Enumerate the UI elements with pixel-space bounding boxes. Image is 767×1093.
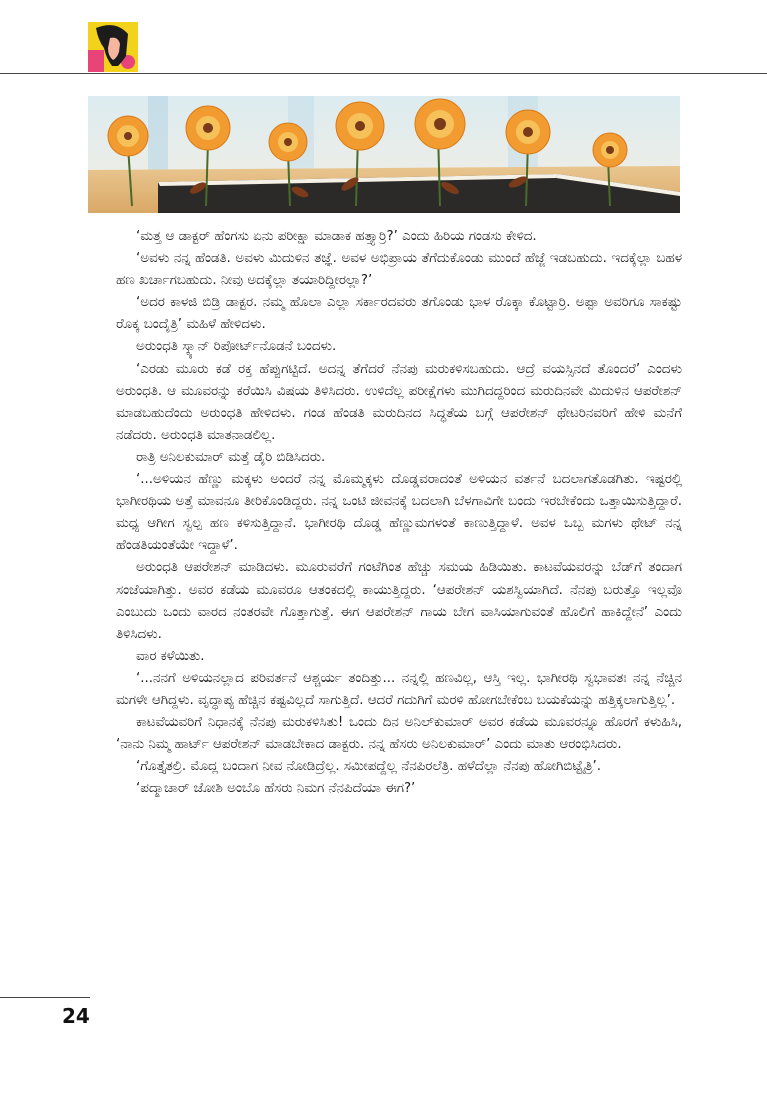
paragraph: ‘...ಅಳಿಯನ ಹೆಣ್ಣು ಮಕ್ಕಳು ಅಂದರೆ ನನ್ನ ಮೊಮ್ಮಕ್ಕಳು ದೊಡ್ಡವರಾದಂತೆ ಅಳಿಯನ ವರ್ತನೆ ಬದಲಾಗತೊಡಗಿತು. ಇಷ್ಟರಲ್ಲಿ ಭಾಗೀರಥಿಯ ಅತ್ತೆ ಮಾವನೂ ತೀರಿಕೊಂಡಿದ್ದರು. ನನ್ನ ಒಂಟಿ ಜೀವನಕ್ಕೆ ಬದಲಾಗಿ ಬೆಳಗಾವಿಗೇ ಬಂದು ಇರಬೇಕೆಂದು ಒತ್ತಾಯಿಸುತ್ತಿದ್ದಾರೆ. ಮಧ್ಯ ಆಗೀಗ ಸ್ವಲ್ಪ ಹಣ ಕಳಿಸುತ್ತಿದ್ದಾನೆ. ಭಾಗೀರಥಿ ದೊಡ್ಡ ಹೆಣ್ಣುಮಗಳಂತೆ ಕಾಣುತ್ತಿದ್ದಾಳೆ. ಅವಳ ಒಬ್ಬ ಮಗಳು ಥೇಟ್ ನನ್ನ ಹೆಂಡತಿಯಂತೆಯೇ ಇದ್ದಾಳೆ’. [116, 472, 682, 554]
paragraph: ‘...ನನಗೆ ಅಳಿಯನಲ್ಲಾದ ಪರಿವರ್ತನೆ ಆಶ್ಚರ್ಯ ತಂದಿತ್ತು... ನನ್ನಲ್ಲಿ ಹಣವಿಲ್ಲ, ಆಸ್ತಿ ಇಲ್ಲ. ಭಾಗೀರಥಿ ಸ್ವಭಾವತಃ ನನ್ನ ನೆಚ್ಚಿನ ಮಗಳೇ ಆಗಿದ್ದಳು. ವೃದ್ಧಾಪ್ಯ ಹೆಚ್ಚಿನ ಕಷ್ಟವಿಲ್ಲದೆ ಸಾಗುತ್ತಿದೆ. ಆದರೆ ಗದುಗಿಗೆ ಮರಳಿ ಹೋಗಬೇಕೆಂಬ ಬಯಕೆಯನ್ನು ಹತ್ತಿಕ್ಕಲಾಗುತ್ತಿಲ್ಲ’. [116, 670, 682, 708]
paragraph: ‘ಪದ್ಮಾಚಾರ್ ಜೋಶಿ ಅಂಬೊ ಹೆಸರು ನಿಮಗ ನೆನಪಿದೆಯಾ ಈಗ?’ [136, 781, 416, 797]
paragraph: ‘ಗೊತ್ತೈತಲ್ರಿ. ಮೊದ್ಲ ಬಂದಾಗ ನೀವ ನೋಡಿದ್ರೆಲ್ಲ. ಸಮೀಪದ್ದೆಲ್ಲ ನೆನಪಿರಲೆತ್ರಿ. ಹಳೆದೆಲ್ಲಾ ನೆನಪು ಹೋಗಿಬಿಟ್ಟೈತ್ರಿ’. [136, 759, 602, 775]
article-body [116, 226, 682, 800]
page-number: 24 [62, 1004, 90, 1028]
paragraph: ಅರುಂಧತಿ ಆಪರೇಶನ್ ಮಾಡಿದಳು. ಮೂರುವರೆಗೆ ಗಂಟೆಗಿಂತ ಹೆಚ್ಚು ಸಮಯ ಹಿಡಿಯಿತು. ಕಾಟವೆಯವರನ್ನು ಬೆಡ್‌ಗೆ ತಂದಾಗ ಸಂಜೆಯಾಗಿತ್ತು. ಅವರ ಕಡೆಯ ಮೂವರೂ ಆತಂಕದಲ್ಲಿ ಕಾಯುತ್ತಿದ್ದರು. ‘ಆಪರೇಶನ್ ಯಶಸ್ವಿಯಾಗಿದೆ. ನೆನಪು ಬರುತ್ತೊ ಇಲ್ಲವೊ ಎಂಬುದು ಒಂದು ವಾರದ ನಂತರವೇ ಗೊತ್ತಾಗುತ್ತೆ. ಈಗ ಆಪರೇಶನ್ ಗಾಯ ಬೇಗ ವಾಸಿಯಾಗುವಂತೆ ಹೊಲಿಗೆ ಹಾಕಿದ್ದೇನೆ’ ಎಂದು ತಿಳಿಸಿದಳು. [116, 560, 682, 642]
sunflower-painting-image [88, 96, 680, 213]
paragraph: ‘ಅವಳು ನನ್ನ ಹೆಂಡತಿ. ಅವಳು ಮಿದುಳಿನ ತಜ್ಞೆ. ಅವಳ ಅಭಿಪ್ರಾಯ ತೆಗೆದುಕೊಂಡು ಮುಂದೆ ಹೆಜ್ಜೆ ಇಡಬಹುದು. ಇದಕ್ಕೆಲ್ಲಾ ಬಹಳ ಹಣ ಖರ್ಚಾಗಬಹುದು. ನೀವು ಅದಕ್ಕೆಲ್ಲಾ ತಯಾರಿದ್ದೀರಲ್ಲಾ?’ [116, 251, 682, 289]
footer-rule [0, 997, 90, 998]
paragraph: ವಾರ ಕಳೆಯಿತು. [136, 648, 205, 664]
paragraph: ಅರುಂಧತಿ ಸ್ಕ್ಯಾನ್ ರಿಪೋರ್ಟ್‌ನೊಡನೆ ಬಂದಳು. [136, 339, 337, 355]
paragraph: ರಾತ್ರಿ ಅನಿಲಕುಮಾರ್ ಮತ್ತೆ ಡೈರಿ ಬಿಡಿಸಿದರು. [136, 449, 326, 465]
paragraph: ಕಾಟವೆಯವರಿಗೆ ನಿಧಾನಕ್ಕೆ ನೆನಪು ಮರುಕಳಿಸಿತು! ಒಂದು ದಿನ ಅನಿಲ್‌ಕುಮಾರ್ ಅವರ ಕಡೆಯ ಮೂವರನ್ನೂ ಹೊರಗೆ ಕಳುಹಿಸಿ, ‘ನಾನು ನಿಮ್ಮ ಹಾರ್ಟ್ ಆಪರೇಶನ್ ಮಾಡಬೇಕಾದ ಡಾಕ್ಟರು. ನನ್ನ ಹೆಸರು ಅನಿಲಕುಮಾರ್’ ಎಂದು ಮಾತು ಆರಂಭಿಸಿದರು. [116, 715, 682, 753]
header-rule [0, 73, 767, 74]
paragraph: ‘ಮತ್ತ ಆ ಡಾಕ್ಟರ್ ಹೆಂಗಸು ಏನು ಪರೀಕ್ಷಾ ಮಾಡಾಕ ಹತ್ತ್ಯಾರ್ರಿ?’ ಎಂದು ಹಿರಿಯ ಗಂಡಸು ಕೇಳಿದ. [136, 229, 537, 244]
paragraph: ‘ಎರಡು ಮೂರು ಕಡೆ ರಕ್ತ ಹೆಪ್ಪುಗಟ್ಟಿದೆ. ಅದನ್ನ ತೆಗೆದರೆ ನೆನಪು ಮರುಕಳಿಸಬಹುದು. ಆದ್ರೆ ವಯಸ್ಸಿನದೆ ತೊಂದರೆ’ ಎಂದಳು ಅರುಂಧತಿ. ಆ ಮೂವರನ್ನು ಕರೆಯಿಸಿ ವಿಷಯ ತಿಳಿಸಿದರು. ಉಳಿದೆಲ್ಲ ಪರೀಕ್ಷೆಗಳು ಮುಗಿದದ್ದರಿಂದ ಮರುದಿನವೇ ಮಿದುಳಿನ ಆಪರೇಶನ್ ಮಾಡಬಹುದೆಂದು ಅರುಂಧತಿ ಹೇಳಿದಳು. ಗಂಡ ಹೆಂಡತಿ ಮರುದಿನದ ಸಿದ್ಧತೆಯ ಬಗ್ಗೆ ಆಪರೇಶನ್ ಥೇಟರಿನವರಿಗೆ ಹೇಳಿ ಮನೆಗೆ ನಡೆದರು. ಅರುಂಧತಿ ಮಾತನಾಡಲಿಲ್ಲ. [116, 361, 682, 443]
paragraph: ‘ಅದರ ಕಾಳಜಿ ಬಿಡ್ರಿ ಡಾಕ್ಟರ. ನಮ್ಮ ಹೊಲಾ ಎಲ್ಲಾ ಸರ್ಕಾರದವರು ತಗೊಂಡು ಭಾಳ ರೊಕ್ಕಾ ಕೊಟ್ಟಾರ್ರಿ. ಅಪ್ಪಾ ಅವರಿಗೂ ಸಾಕಷ್ಟು ರೊಕ್ಕ ಬಂದೈತ್ರಿ’ ಮಹಿಳೆ ಹೇಳಿದಳು. [116, 295, 682, 333]
woman-profile-logo-icon [88, 22, 138, 72]
